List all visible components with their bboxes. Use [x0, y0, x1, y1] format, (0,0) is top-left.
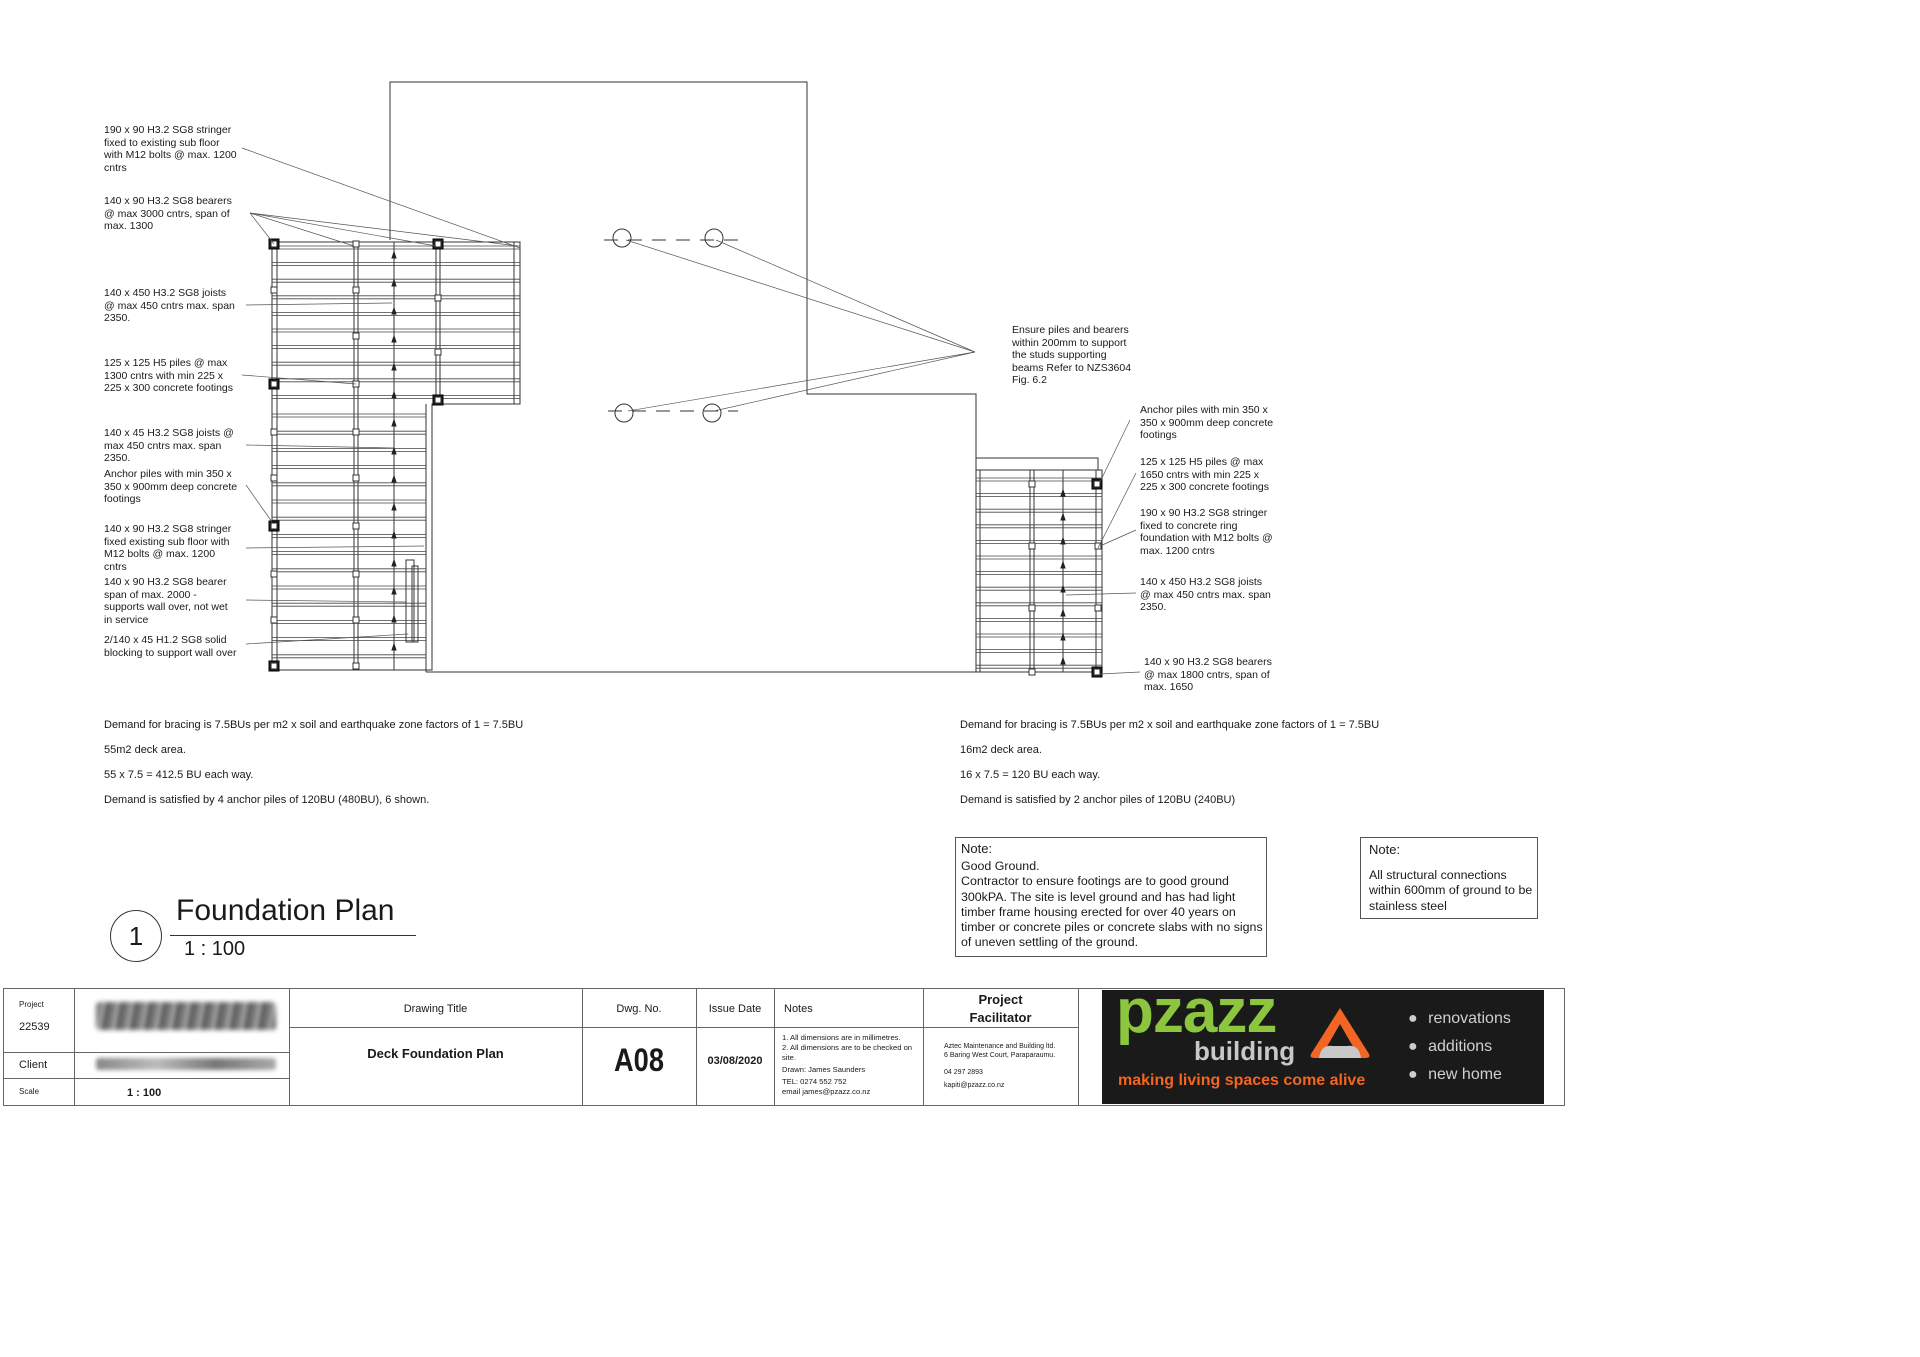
- note-body: Good Ground. Contractor to ensure footings are to good ground 300kPA. The site is level ground and has had light timber frame housing erected for over 40 years on timber or concrete piles or concrete slabs with no signs of uneven settling of the ground.: [961, 859, 1263, 950]
- calc-line: Demand is satisfied by 2 anchor piles of 120BU (240BU): [960, 794, 1236, 806]
- facilitator-line: 6 Baring West Court, Paraparaumu.: [944, 1052, 1056, 1059]
- anchor-pile-core: [272, 664, 277, 669]
- notes-line: 1. All dimensions are in millimetres.: [782, 1033, 901, 1042]
- pile: [353, 333, 359, 339]
- issue-date: 03/08/2020: [707, 1055, 763, 1067]
- span-arrow: [392, 392, 396, 398]
- pile: [1029, 669, 1035, 675]
- note-title: Note:: [1369, 842, 1401, 857]
- pile: [271, 617, 277, 623]
- service-new-home: new home: [1428, 1066, 1502, 1083]
- span-arrow: [392, 308, 396, 314]
- pile: [271, 475, 277, 481]
- drawing-title: Deck Foundation Plan: [367, 1046, 504, 1061]
- tb-divider: [774, 989, 775, 1105]
- pile: [271, 287, 277, 293]
- notes-line: 2. All dimensions are to be checked on site.: [782, 1043, 913, 1062]
- notes-line: TEL: 0274 552 752: [782, 1077, 847, 1086]
- label-ensure-piles: Ensure piles and bearers within 200mm to support the studs supporting beams Refer to NZS3604 Fig. 6.2: [1012, 324, 1132, 386]
- label-joists-450-right: 140 x 450 H3.2 SG8 joists @ max 450 cntrs max. span 2350.: [1140, 576, 1271, 613]
- span-arrow: [392, 448, 396, 454]
- facilitator-block: [944, 1042, 1076, 1090]
- view-title: Foundation Plan: [176, 894, 395, 927]
- scale-label: Scale: [19, 1087, 40, 1096]
- span-arrow: [392, 616, 396, 622]
- service-additions: additions: [1428, 1038, 1493, 1055]
- span-arrow: [392, 476, 396, 482]
- calc-line: Demand for bracing is 7.5BUs per m2 x soil and earthquake zone factors of 1 = 7.5BU: [960, 719, 1380, 731]
- label-bearer-2000: 140 x 90 H3.2 SG8 bearer span of max. 2000 - supports wall over, not wet in service: [104, 576, 228, 626]
- label-joists-45: 140 x 45 H3.2 SG8 joists @ max 450 cntrs max. span 2350.: [104, 427, 234, 464]
- right-deck-outline: [976, 470, 1102, 672]
- facilitator-line: kapiti@pzazz.co.nz: [944, 1082, 1005, 1089]
- service-renovations: renovations: [1428, 1010, 1511, 1027]
- drawing-title-label: Drawing Title: [403, 1003, 468, 1015]
- project-number: 22539: [19, 1021, 50, 1033]
- span-arrow: [1061, 538, 1065, 544]
- pile: [353, 617, 359, 623]
- pile: [1029, 481, 1035, 487]
- span-arrow: [392, 280, 396, 286]
- span-arrow: [1061, 634, 1065, 640]
- span-arrow: [392, 336, 396, 342]
- pile: [353, 475, 359, 481]
- label-stringer-existing-2: 140 x 90 H3.2 SG8 stringer fixed existing sub floor with M12 bolts @ max. 1200 cntrs: [104, 523, 232, 573]
- pile: [353, 287, 359, 293]
- pile-marker: [613, 229, 631, 247]
- calc-line: Demand for bracing is 7.5BUs per m2 x soil and earthquake zone factors of 1 = 7.5BU: [104, 719, 524, 731]
- span-arrow: [1061, 610, 1065, 616]
- notes-block: [782, 1033, 920, 1097]
- tb-divider: [3, 1052, 289, 1053]
- pile: [435, 295, 441, 301]
- notes-line: Drawn: James Saunders: [782, 1065, 866, 1074]
- anchor-pile-core: [272, 524, 277, 529]
- brand-panel: [1102, 990, 1544, 1104]
- bullet-icon: ●: [1408, 1066, 1418, 1083]
- label-piles-1300: 125 x 125 H5 piles @ max 1300 cntrs with min 225 x 225 x 300 concrete footings: [104, 357, 234, 394]
- project-label: Project: [19, 1000, 44, 1009]
- brand-service: [1408, 1066, 1502, 1084]
- client-name-redacted: [96, 1058, 276, 1070]
- label-bearers-3000: 140 x 90 H3.2 SG8 bearers @ max 3000 cntrs, span of max. 1300: [104, 195, 232, 232]
- span-arrow: [392, 504, 396, 510]
- calc-line: 55 x 7.5 = 412.5 BU each way.: [104, 769, 254, 781]
- label-stringer-ring: 190 x 90 H3.2 SG8 stringer fixed to concrete ring foundation with M12 bolts @ max. 1200 cntrs: [1140, 507, 1273, 557]
- anchor-pile-core: [272, 382, 277, 387]
- right-deck-ledger: [976, 458, 1098, 470]
- note-good-ground: [955, 837, 1267, 957]
- tb-divider: [74, 989, 75, 1105]
- facilitator-label: Project Facilitator: [969, 992, 1032, 1025]
- label-anchor-piles-left: Anchor piles with min 350 x 350 x 900mm deep concrete footings: [104, 468, 238, 505]
- brand-sub-text: building: [1194, 1036, 1296, 1066]
- span-arrow: [1061, 658, 1065, 664]
- span-arrow: [392, 644, 396, 650]
- calc-line: 16m2 deck area.: [960, 744, 1042, 756]
- bracing-calc-left: [104, 719, 624, 807]
- notes-line: email james@pzazz.co.nz: [782, 1087, 871, 1096]
- anchor-pile-core: [436, 398, 441, 403]
- bullet-icon: ●: [1408, 1010, 1418, 1027]
- calc-line: Demand is satisfied by 4 anchor piles of 120BU (480BU), 6 shown.: [104, 794, 430, 806]
- anchor-pile-core: [436, 242, 441, 247]
- label-stringer-existing: 190 x 90 H3.2 SG8 stringer fixed to existing sub floor with M12 bolts @ max. 1200 cntrs: [104, 124, 237, 174]
- brand-service: [1408, 1038, 1492, 1056]
- label-solid-blocking: 2/140 x 45 H1.2 SG8 solid blocking to support wall over: [104, 634, 237, 659]
- brand-logo-text: pzazz: [1116, 990, 1277, 1046]
- tb-divider: [1078, 989, 1079, 1105]
- pile: [353, 571, 359, 577]
- brand-house-icon: [1307, 1004, 1373, 1062]
- pile-marker: [615, 404, 633, 422]
- bullet-icon: ●: [1408, 1038, 1418, 1055]
- span-arrow: [392, 252, 396, 258]
- label-joists-450-left: 140 x 450 H3.2 SG8 joists @ max 450 cntrs max. span 2350.: [104, 287, 235, 324]
- note-stainless: [1360, 837, 1538, 919]
- brand-service: [1408, 1010, 1511, 1028]
- pile: [1029, 543, 1035, 549]
- pile: [353, 523, 359, 529]
- issue-date-label: Issue Date: [708, 1003, 762, 1015]
- anchor-pile-core: [1095, 482, 1100, 487]
- span-arrow: [392, 532, 396, 538]
- span-arrow: [1061, 562, 1065, 568]
- tb-divider: [923, 1027, 1078, 1028]
- calc-line: 55m2 deck area.: [104, 744, 186, 756]
- pile: [435, 349, 441, 355]
- view-number-circle: 1: [110, 910, 162, 962]
- span-arrow: [392, 420, 396, 426]
- label-anchor-piles-right: Anchor piles with min 350 x 350 x 900mm deep concrete footings: [1140, 404, 1274, 441]
- client-label: Client: [19, 1059, 48, 1071]
- scale-value: 1 : 100: [127, 1087, 162, 1099]
- project-address-redacted: [96, 1002, 276, 1030]
- span-arrow: [1061, 514, 1065, 520]
- label-piles-1650: 125 x 125 H5 piles @ max 1650 cntrs with min 225 x 225 x 300 concrete footings: [1140, 456, 1270, 493]
- pile: [353, 429, 359, 435]
- dwg-no-label: Dwg. No.: [616, 1003, 662, 1015]
- pile: [353, 663, 359, 669]
- pile-marker: [703, 404, 721, 422]
- span-arrow: [392, 560, 396, 566]
- bracing-calc-right: [960, 719, 1480, 807]
- pile: [1095, 605, 1101, 611]
- facilitator-line: 04 297 2893: [944, 1069, 983, 1076]
- pile: [1029, 605, 1035, 611]
- note-body: All structural connections within 600mm of ground to be stainless steel: [1369, 868, 1533, 913]
- pile-marker: [705, 229, 723, 247]
- tb-divider: [3, 1078, 289, 1079]
- view-scale: 1 : 100: [184, 938, 246, 960]
- brand-tagline: making living spaces come alive: [1118, 1072, 1366, 1089]
- calc-line: 16 x 7.5 = 120 BU each way.: [960, 769, 1101, 781]
- tb-divider: [289, 1027, 923, 1028]
- pile: [271, 571, 277, 577]
- anchor-pile-core: [1095, 670, 1100, 675]
- view-title-underline: [170, 935, 416, 936]
- label-bearers-1800: 140 x 90 H3.2 SG8 bearers @ max 1800 cntrs, span of max. 1650: [1144, 656, 1272, 693]
- note-title: Note:: [961, 841, 993, 856]
- span-arrow: [1061, 490, 1065, 496]
- facilitator-line: Aztec Maintenance and Building ltd.: [944, 1043, 1056, 1050]
- pile: [271, 429, 277, 435]
- dwg-no: A08: [614, 1042, 664, 1078]
- notes-label: Notes: [784, 1003, 813, 1015]
